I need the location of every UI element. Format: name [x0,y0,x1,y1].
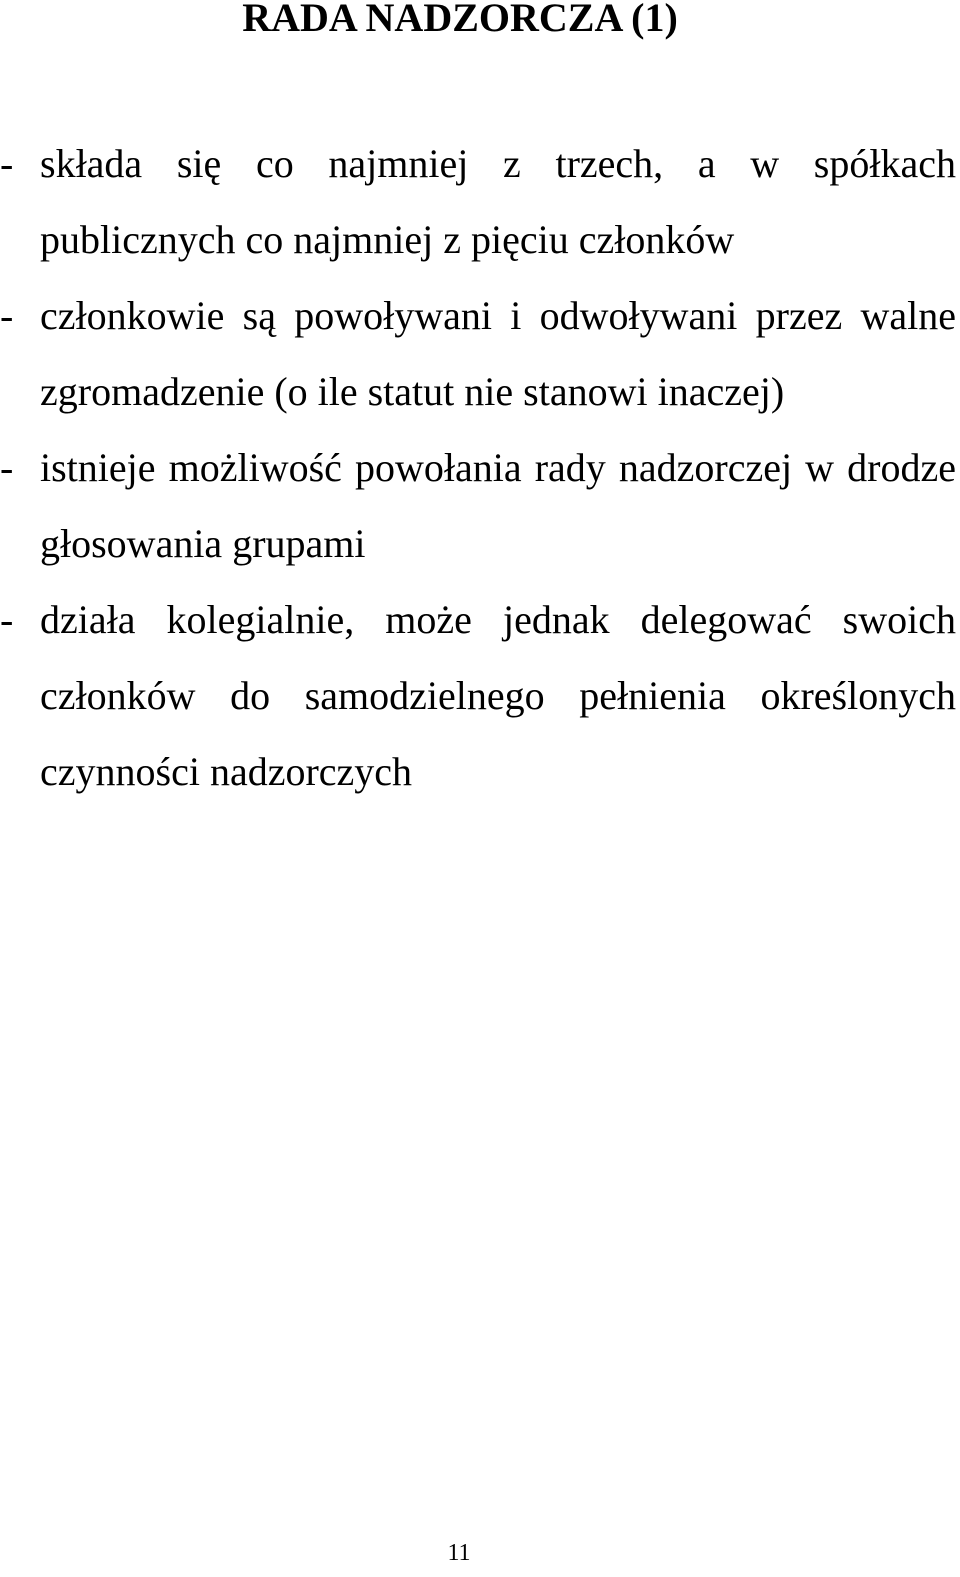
bullet-dash: - [0,445,14,490]
list-item [0,430,956,582]
list-item-text: istnieje możliwość powołania rady nadzorczej w drodze głosowania grupami [40,445,956,566]
bullet-dash: - [0,597,14,642]
page-number: 11 [447,1540,471,1566]
list-item [0,126,956,278]
list-item-text: członkowie są powoływani i odwoływani przez walne zgromadzenie (o ile statut nie stanowi inaczej) [40,293,956,414]
bullet-dash: - [0,293,14,338]
bullet-list [0,126,956,810]
bullet-dash: - [0,141,14,186]
list-item [0,582,956,810]
list-item-text: składa się co najmniej z trzech, a w spółkach publicznych co najmniej z pięciu członków [40,141,956,262]
page-title: RADA NADZORCZA (1) [242,0,678,40]
list-item-text: działa kolegialnie, może jednak delegować swoich członków do samodzielnego pełnienia określonych czynności nadzorczych [40,597,956,794]
list-item [0,278,956,430]
